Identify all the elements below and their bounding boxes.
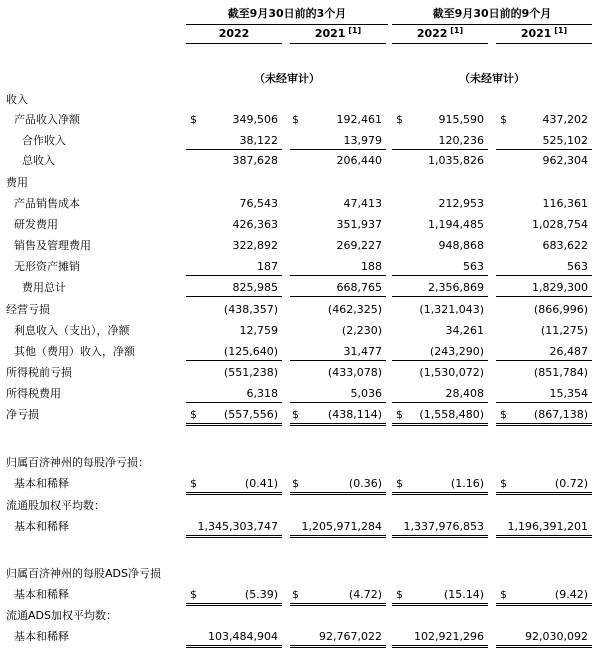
cell-value: 76,543 [239, 197, 278, 210]
footnote-marker: [1] [447, 26, 464, 35]
cell-value: (0.36) [348, 477, 382, 490]
cell-value: (438,114) [327, 408, 382, 421]
currency-symbol: $ [396, 477, 403, 490]
cell-value: 38,122 [239, 134, 278, 147]
cell-value: 26,487 [549, 345, 588, 358]
row-label: 基本和稀释 [14, 520, 69, 533]
subtotal-rule [186, 296, 282, 297]
cell-value: (551,238) [223, 366, 278, 379]
row-label: 产品销售成本 [14, 197, 80, 210]
cell-value: 6,318 [246, 387, 278, 400]
cell-value: (438,357) [223, 303, 278, 316]
year-header-2 [392, 27, 488, 40]
subtotal-rule [290, 149, 386, 150]
total-rule [186, 492, 282, 493]
cell-value: (2,230) [341, 324, 382, 337]
currency-symbol: $ [292, 408, 299, 421]
subtotal-rule [392, 360, 488, 361]
row-label: 收入 [6, 93, 28, 106]
total-rule [186, 423, 282, 424]
cell-value: 1,028,754 [532, 218, 588, 231]
cell-value: (1,321,043) [419, 303, 484, 316]
total-rule [392, 535, 488, 536]
total-rule [290, 537, 386, 538]
cell-value: 525,102 [542, 134, 588, 147]
total-rule [290, 647, 386, 648]
cell-value: (4.72) [348, 588, 382, 601]
total-rule [186, 425, 282, 426]
cell-value: 1,194,485 [428, 218, 484, 231]
cell-value: 212,953 [438, 197, 484, 210]
cell-value: 28,408 [445, 387, 484, 400]
cell-value: 15,354 [549, 387, 588, 400]
total-rule [392, 537, 488, 538]
row-label: 所得税前亏损 [6, 366, 72, 379]
cell-value: (9.42) [554, 588, 588, 601]
subtotal-rule [290, 275, 386, 276]
total-rule [186, 535, 282, 536]
row-label: 总收入 [22, 154, 55, 167]
cell-value: 103,484,904 [208, 630, 278, 643]
cell-value: 31,477 [343, 345, 382, 358]
period-3-months-header: 截至9月30日前的3个月 [227, 7, 347, 20]
cell-value: (1.16) [450, 477, 484, 490]
header-rule [186, 24, 388, 25]
total-rule [496, 423, 592, 424]
year-header-3 [496, 27, 592, 40]
currency-symbol: $ [292, 588, 299, 601]
total-rule [290, 535, 386, 536]
currency-symbol: $ [190, 113, 197, 126]
row-label: 净亏损 [6, 408, 39, 421]
cell-value: 962,304 [542, 154, 588, 167]
cell-value: 948,868 [438, 239, 484, 252]
subtotal-rule [290, 360, 386, 361]
row-label: 经营亏损 [6, 303, 50, 316]
subtotal-rule [290, 296, 386, 297]
cell-value: 563 [463, 260, 484, 273]
row-label: 研发费用 [14, 218, 58, 231]
currency-symbol: $ [396, 113, 403, 126]
cell-value: 92,030,092 [525, 630, 588, 643]
currency-symbol: $ [500, 113, 507, 126]
cell-value: 47,413 [343, 197, 382, 210]
cell-value: 351,937 [336, 218, 382, 231]
total-rule [186, 645, 282, 646]
total-rule [496, 494, 592, 495]
total-rule [496, 645, 592, 646]
total-rule [496, 537, 592, 538]
subtotal-rule [392, 402, 488, 403]
cell-value: 2,356,869 [428, 281, 484, 294]
currency-symbol: $ [292, 477, 299, 490]
row-label: 费用 [6, 176, 28, 189]
footnote-marker: [1] [551, 26, 568, 35]
row-label: 基本和稀释 [14, 630, 69, 643]
cell-value: (433,078) [327, 366, 382, 379]
row-label: 基本和稀释 [14, 477, 69, 490]
year-header-rule [290, 43, 386, 44]
cell-value: 915,590 [438, 113, 484, 126]
subtotal-rule [496, 402, 592, 403]
subtotal-rule [186, 360, 282, 361]
cell-value: 120,236 [438, 134, 484, 147]
total-rule [186, 494, 282, 495]
total-rule [392, 425, 488, 426]
row-label: 其他（费用）收入，净额 [14, 345, 135, 358]
cell-value: 116,361 [542, 197, 588, 210]
total-rule [496, 647, 592, 648]
subtotal-rule [496, 296, 592, 297]
period-9-months-header: 截至9月30日前的9个月 [432, 7, 552, 20]
year-header-1 [290, 27, 386, 40]
subtotal-rule [392, 275, 488, 276]
cell-value: 1,829,300 [532, 281, 588, 294]
cell-value: 12,759 [239, 324, 278, 337]
cell-value: 5,036 [350, 387, 382, 400]
subtotal-rule [496, 360, 592, 361]
subtotal-rule [496, 275, 592, 276]
total-rule [290, 423, 386, 424]
total-rule [392, 492, 488, 493]
cell-value: 1,205,971,284 [301, 520, 382, 533]
cell-value: 825,985 [232, 281, 278, 294]
cell-value: 13,979 [343, 134, 382, 147]
header-rule [392, 24, 592, 25]
cell-value: (15.14) [443, 588, 484, 601]
subtotal-rule [496, 149, 592, 150]
total-rule [392, 645, 488, 646]
cell-value: 1,337,976,853 [403, 520, 484, 533]
cell-value: 426,363 [232, 218, 278, 231]
currency-symbol: $ [500, 408, 507, 421]
total-rule [392, 494, 488, 495]
row-label: 归属百济神州的每股净亏损： [6, 456, 149, 469]
year-text: 2022 [416, 27, 448, 40]
total-rule [290, 645, 386, 646]
cell-value: (5.39) [244, 588, 278, 601]
cell-value: 387,628 [232, 154, 278, 167]
subtotal-rule [186, 275, 282, 276]
subtotal-rule [392, 149, 488, 150]
cell-value: 349,506 [232, 113, 278, 126]
total-rule [496, 425, 592, 426]
cell-value: 1,345,303,747 [197, 520, 278, 533]
unaudited-label: （未经审计） [254, 72, 320, 85]
cell-value: 187 [257, 260, 278, 273]
total-rule [392, 603, 488, 604]
total-rule [290, 603, 386, 604]
row-label: 产品收入净额 [14, 113, 80, 126]
cell-value: 102,921,296 [414, 630, 484, 643]
year-header-rule [392, 43, 488, 44]
currency-symbol: $ [500, 588, 507, 601]
currency-symbol: $ [190, 477, 197, 490]
cell-value: (0.72) [554, 477, 588, 490]
total-rule [186, 605, 282, 606]
currency-symbol: $ [396, 408, 403, 421]
row-label: 流通股加权平均数： [6, 499, 105, 512]
year-header-rule [496, 43, 592, 44]
unaudited-label: （未经审计） [459, 72, 525, 85]
total-rule [290, 425, 386, 426]
footnote-marker: [1] [345, 26, 362, 35]
cell-value: 192,461 [336, 113, 382, 126]
total-rule [496, 605, 592, 606]
total-rule [186, 537, 282, 538]
cell-value: 563 [567, 260, 588, 273]
year-text: 2022 [218, 27, 250, 40]
cell-value: 206,440 [336, 154, 382, 167]
row-label: 销售及管理费用 [14, 239, 91, 252]
cell-value: 269,227 [336, 239, 382, 252]
cell-value: (243,290) [429, 345, 484, 358]
subtotal-rule [186, 402, 282, 403]
cell-value: 188 [361, 260, 382, 273]
total-rule [392, 423, 488, 424]
currency-symbol: $ [190, 588, 197, 601]
row-label: 基本和稀释 [14, 588, 69, 601]
total-rule [290, 605, 386, 606]
year-text: 2021 [314, 27, 346, 40]
row-label: 利息收入（支出），净额 [14, 324, 130, 337]
total-rule [186, 647, 282, 648]
currency-symbol: $ [396, 588, 403, 601]
cell-value: (866,996) [533, 303, 588, 316]
row-label: 无形资产摊销 [14, 260, 80, 273]
cell-value: (851,784) [533, 366, 588, 379]
cell-value: (867,138) [533, 408, 588, 421]
row-label: 合作收入 [22, 134, 66, 147]
cell-value: 683,622 [542, 239, 588, 252]
cell-value: (125,640) [223, 345, 278, 358]
currency-symbol: $ [500, 477, 507, 490]
cell-value: 668,765 [336, 281, 382, 294]
total-rule [496, 603, 592, 604]
subtotal-rule [392, 296, 488, 297]
cell-value: 322,892 [232, 239, 278, 252]
cell-value: 34,261 [445, 324, 484, 337]
year-header-rule [186, 43, 282, 44]
subtotal-rule [290, 402, 386, 403]
cell-value: 92,767,022 [319, 630, 382, 643]
row-label: 归属百济神州的每股ADS净亏损 [6, 567, 161, 580]
year-header-0 [186, 27, 282, 40]
cell-value: (557,556) [223, 408, 278, 421]
cell-value: (1,558,480) [419, 408, 484, 421]
cell-value: 437,202 [542, 113, 588, 126]
total-rule [392, 647, 488, 648]
total-rule [186, 603, 282, 604]
currency-symbol: $ [292, 113, 299, 126]
cell-value: (0.41) [244, 477, 278, 490]
total-rule [392, 605, 488, 606]
row-label: 流通ADS加权平均数： [6, 609, 117, 622]
total-rule [290, 494, 386, 495]
row-label: 所得税费用 [6, 387, 61, 400]
subtotal-rule [186, 149, 282, 150]
cell-value: (1,530,072) [419, 366, 484, 379]
cell-value: 1,196,391,201 [507, 520, 588, 533]
total-rule [496, 492, 592, 493]
row-label: 费用总计 [22, 281, 66, 294]
cell-value: 1,035,826 [428, 154, 484, 167]
total-rule [496, 535, 592, 536]
cell-value: (11,275) [540, 324, 588, 337]
total-rule [290, 492, 386, 493]
currency-symbol: $ [190, 408, 197, 421]
cell-value: (462,325) [327, 303, 382, 316]
year-text: 2021 [520, 27, 552, 40]
